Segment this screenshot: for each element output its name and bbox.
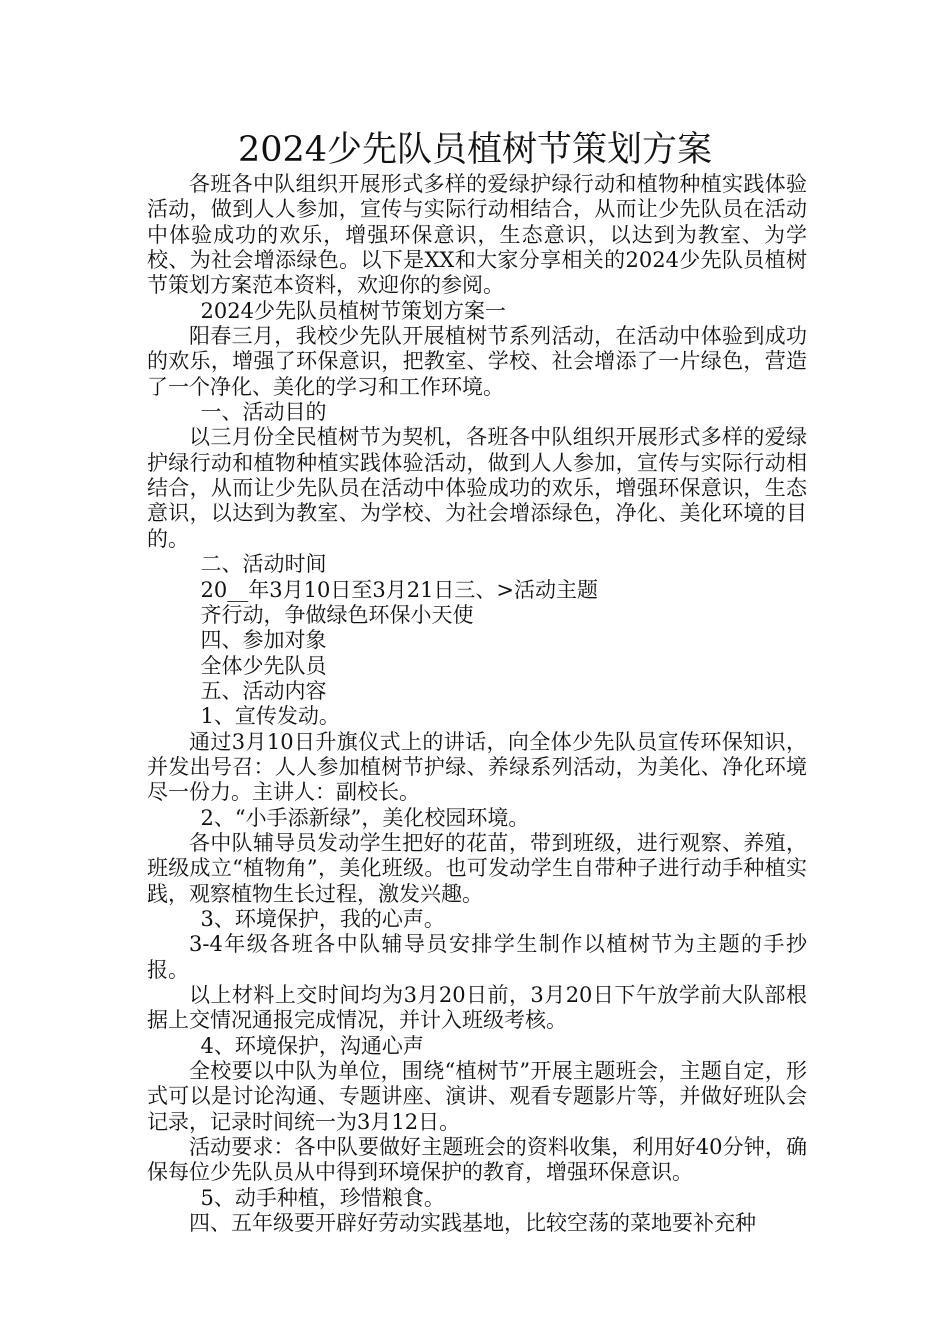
- section-heading: 20__年3月10日至3月21日三、>活动主题: [200, 577, 599, 602]
- body-paragraph: 阳春三月，我校少先队开展植树节系列活动，在活动中体验到成功的欢乐，增强了环保意识，把教室、学校、社会增添了一片绿色，营造了一个净化、美化的学习和工作环境。: [147, 324, 807, 399]
- document-body: [147, 172, 807, 1236]
- section-heading: 齐行动，争做绿色环保小天使: [200, 602, 474, 627]
- section-heading: 全体少先队员: [200, 653, 327, 678]
- page-title: 2024少先队员植树节策划方案: [237, 130, 713, 170]
- section-heading: 4、环境保护，沟通心声: [200, 1033, 424, 1058]
- section-heading: 2024少先队员植树节策划方案一: [200, 298, 506, 323]
- body-paragraph: 3-4年级各班各中队辅导员安排学生制作以植树节为主题的手抄报。: [147, 932, 807, 982]
- body-paragraph: 通过3月10日升旗仪式上的讲话，向全体少先队员宣传环保知识，并发出号召：人人参加植树节护绿、养绿系列活动，为美化、净化环境尽一份力。主讲人：副校长。: [147, 729, 807, 805]
- section-heading: 二、活动时间: [200, 552, 327, 577]
- section-heading: 2、“小手添新绿”，美化校园环境。: [200, 805, 530, 830]
- body-paragraph: 各中队辅导员发动学生把好的花苗，带到班级，进行观察、养殖，班级成立“植物角”，美化班级。也可发动学生自带种子进行动手种植实践，观察植物生长过程，激发兴趣。: [147, 830, 807, 906]
- body-paragraph: 四、五年级要开辟好劳动实践基地，比较空荡的菜地要补充种: [189, 1211, 756, 1236]
- section-heading: 3、环境保护，我的心声。: [200, 906, 445, 931]
- section-heading: 5、动手种植，珍惜粮食。: [200, 1185, 445, 1210]
- section-heading: 1、宣传发动。: [200, 704, 340, 729]
- body-paragraph: 活动要求：各中队要做好主题班会的资料收集，利用好40分钟，确保每位少先队员从中得到环境保护的教育，增强环保意识。: [147, 1135, 807, 1185]
- body-paragraph: 全校要以中队为单位，围绕“植树节”开展主题班会，主题自定，形式可以是讨论沟通、专题讲座、演讲、观看专题影片等，并做好班队会记录，记录时间统一为3月12日。: [147, 1059, 807, 1134]
- body-paragraph: 以上材料上交时间均为3月20日前，3月20日下午放学前大队部根据上交情况通报完成情况，并计入班级考核。: [147, 983, 807, 1033]
- section-heading: 一、活动目的: [200, 400, 327, 425]
- body-paragraph: 各班各中队组织开展形式多样的爱绿护绿行动和植物种植实践体验活动，做到人人参加，宣传与实际行动相结合，从而让少先队员在活动中体验成功的欢乐，增强环保意识，生态意识，以达到为教室、为学校、为社会增添绿色。以下是XX和大家分享相关的2024少先队员植树节策划方案范本资料，欢迎你的参阅。: [147, 172, 807, 298]
- section-heading: 四、参加对象: [200, 628, 327, 653]
- body-paragraph: 以三月份全民植树节为契机，各班各中队组织开展形式多样的爱绿护绿行动和植物种植实践体验活动，做到人人参加，宣传与实际行动相结合，从而让少先队员在活动中体验成功的欢乐，增强环保意识，生态意识，以达到为教室、为学校、为社会增添绿色，净化、美化环境的目的。: [147, 425, 807, 551]
- section-heading: 五、活动内容: [200, 678, 327, 703]
